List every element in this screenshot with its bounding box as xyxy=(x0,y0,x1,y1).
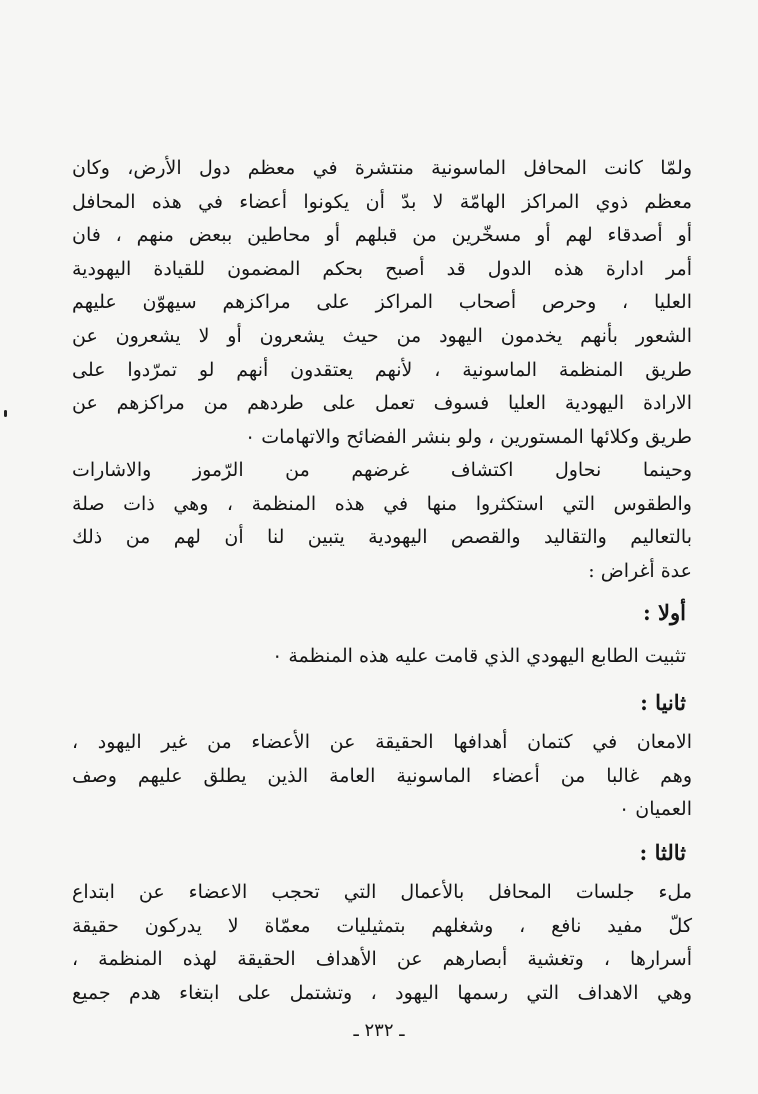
paragraph-line: عدة أغراض : xyxy=(588,559,692,582)
paragraph-line: ملء جلسات المحافل بالأعمال التي تحجب الاعضاء عن ابتداع xyxy=(72,881,692,903)
paragraph-line: طريق المنظمة الماسونية ، لأنهم يعتقدون أنهم لو تمرّدوا على xyxy=(72,358,692,381)
paragraph-line: العليا ، وحرص أصحاب المراكز على مراكزهم سيهوّن عليهم xyxy=(72,291,692,314)
paragraph-2 xyxy=(72,454,692,588)
section-first-text: تثبيت الطابع اليهودي الذي قامت عليه هذه المنظمة ٠ xyxy=(272,645,686,667)
paragraph-line: معظم ذوي المراكز الهامّة لا بدّ أن يكونوا أعضاء في هذه المحافل xyxy=(72,190,692,213)
paragraph-line: كلّ مفيد نافع ، وشغلهم بتمثيليات معمّاة لا يدركون حقيقة xyxy=(72,914,692,937)
paragraph-line: الارادة اليهودية العليا فسوف تعمل على طردهم من مراكزهم عن xyxy=(72,392,692,415)
paragraph-line: وهي الاهداف التي رسمها اليهود ، وتشتمل على ابتغاء هدم جميع xyxy=(72,981,692,1004)
paragraph-1 xyxy=(72,152,692,454)
section-heading-third: ثالثا : xyxy=(639,840,686,865)
paragraph-line: طريق وكلائها المستورين ، ولو بنشر الفضائح والاتهامات ٠ xyxy=(245,425,692,448)
paragraph-line: وهم غالبا من أعضاء الماسونية العامة الذين يطلق عليهم وصف xyxy=(72,764,692,787)
section-heading-second: ثانيا : xyxy=(640,690,686,715)
section-heading-first: أولا : xyxy=(642,600,686,625)
paragraph-line: أو أصدقاء لهم أو مسخّرين من قبلهم أو محاطين ببعض منهم ، فان xyxy=(72,224,692,247)
paragraph-line: الشعور بأنهم يخدمون اليهود من حيث يشعرون أو لا يشعرون عن xyxy=(72,324,692,347)
margin-mark xyxy=(4,410,7,417)
paragraph-line: أسرارها ، وتغشية أبصارهم عن الأهداف الحقيقة لهذه المنظمة ، xyxy=(72,948,692,971)
paragraph-line: وحينما نحاول اكتشاف غرضهم من الرّموز والاشارات xyxy=(72,459,692,481)
paragraph-line: أمر ادارة هذه الدول قد أصبح بحكم المضمون للقيادة اليهودية xyxy=(72,257,692,280)
section-third-body xyxy=(72,876,692,1010)
paragraph-line: بالتعاليم والتقاليد والقصص اليهودية يتبين لنا أن لهم من ذلك xyxy=(72,526,692,549)
section-second-body xyxy=(72,726,692,827)
paragraph-line: العميان ٠ xyxy=(619,798,692,821)
page-number: ـ ٢٣٢ ـ xyxy=(353,1020,405,1041)
paragraph-line: ولمّا كانت المحافل الماسونية منتشرة في معظم دول الأرض، وكان xyxy=(72,157,692,179)
paragraph-line: والطقوس التي استكثروا منها في هذه المنظمة ، وهي ذات صلة xyxy=(72,492,692,515)
paragraph-line: الامعان في كتمان أهدافها الحقيقة عن الأعضاء من غير اليهود ، xyxy=(72,731,692,753)
